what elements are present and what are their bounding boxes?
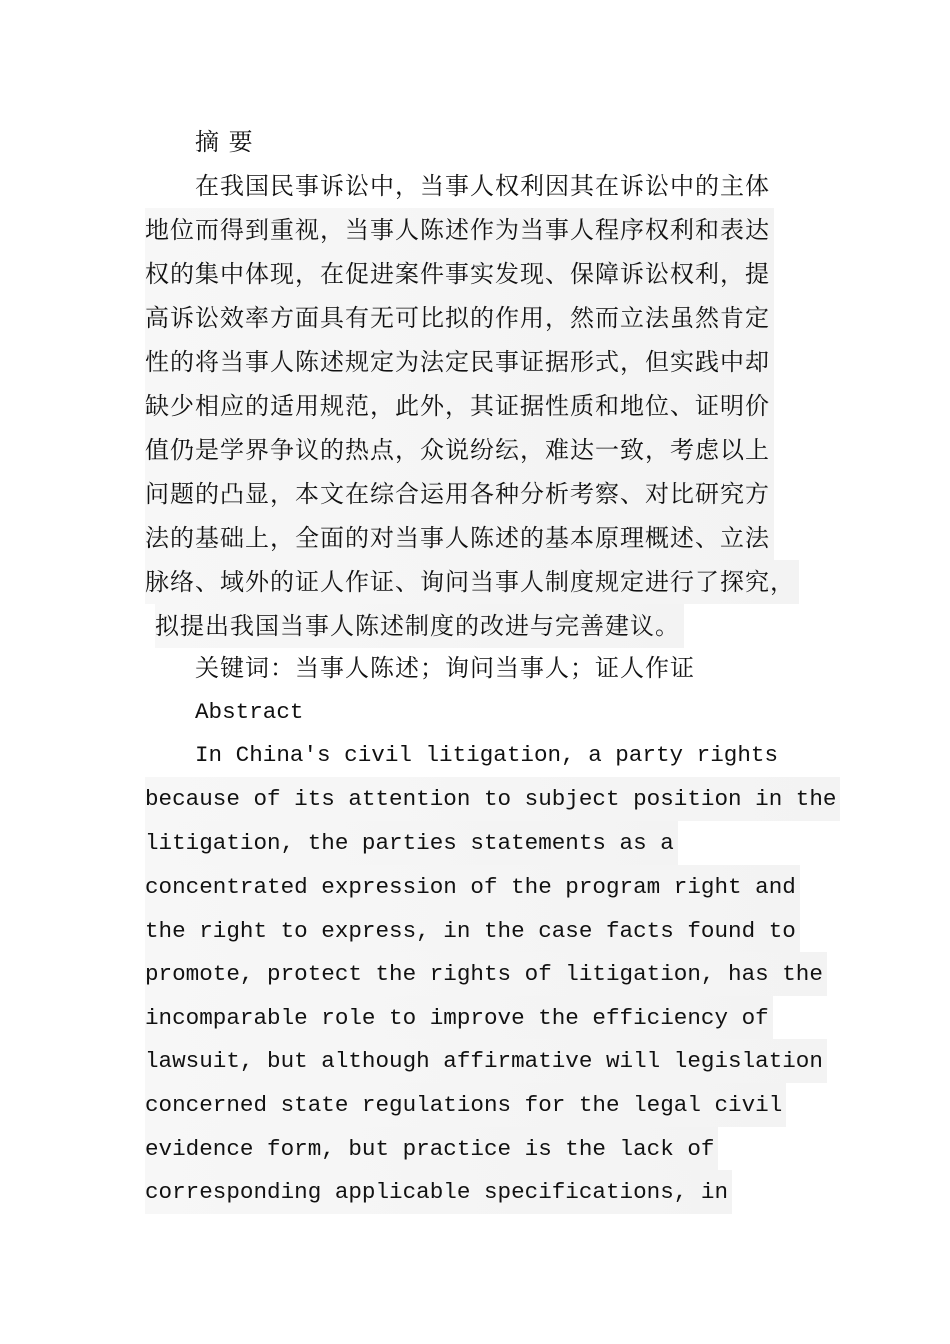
en-paragraph-line: because of its attention to subject position in the [145,777,840,821]
cn-paragraph-line: 在我国民事诉讼中，当事人权利因其在诉讼中的主体 [195,172,770,200]
en-paragraph-line: the right to express, in the case facts found to [145,909,800,953]
en-paragraph-line: In China's civil litigation, a party rights [195,742,779,768]
cn-paragraph-line: 性的将当事人陈述规定为法定民事证据形式，但实践中却 [145,340,774,384]
en-paragraph-line: concerned state regulations for the legal civil [145,1083,786,1127]
en-paragraph-line: concentrated expression of the program right and [145,865,800,909]
cn-paragraph-line: 问题的凸显，本文在综合运用各种分析考察、对比研究方 [145,472,774,516]
cn-paragraph-line: 拟提出我国当事人陈述制度的改进与完善建议。 [155,604,684,648]
en-paragraph-line: evidence form, but practice is the lack of [145,1127,718,1171]
cn-paragraph-line: 缺少相应的适用规范，此外，其证据性质和地位、证明价 [145,384,774,428]
cn-paragraph-line: 值仍是学界争议的热点，众说纷纭，难达一致，考虑以上 [145,428,774,472]
abstract-heading-cn: 摘 要 [195,128,254,156]
keywords-line: 关键词：当事人陈述；询问当事人；证人作证 [195,654,695,682]
cn-paragraph-line: 地位而得到重视，当事人陈述作为当事人程序权利和表达 [145,208,774,252]
cn-paragraph-line: 法的基础上，全面的对当事人陈述的基本原理概述、立法 [145,516,774,560]
cn-paragraph-line: 权的集中体现，在促进案件事实发现、保障诉讼权利，提 [145,252,774,296]
en-paragraph-line: incomparable role to improve the efficiency of [145,996,773,1040]
cn-paragraph-line: 高诉讼效率方面具有无可比拟的作用，然而立法虽然肯定 [145,296,774,340]
en-paragraph-line: promote, protect the rights of litigation, has the [145,952,827,996]
en-paragraph-line: corresponding applicable specifications, in [145,1170,732,1214]
en-paragraph-line: lawsuit, but although affirmative will legislation [145,1039,827,1083]
abstract-heading-en: Abstract [195,699,304,725]
en-paragraph-line: litigation, the parties statements as a [145,821,678,865]
cn-paragraph-line: 脉络、域外的证人作证、询问当事人制度规定进行了探究， [145,560,799,604]
